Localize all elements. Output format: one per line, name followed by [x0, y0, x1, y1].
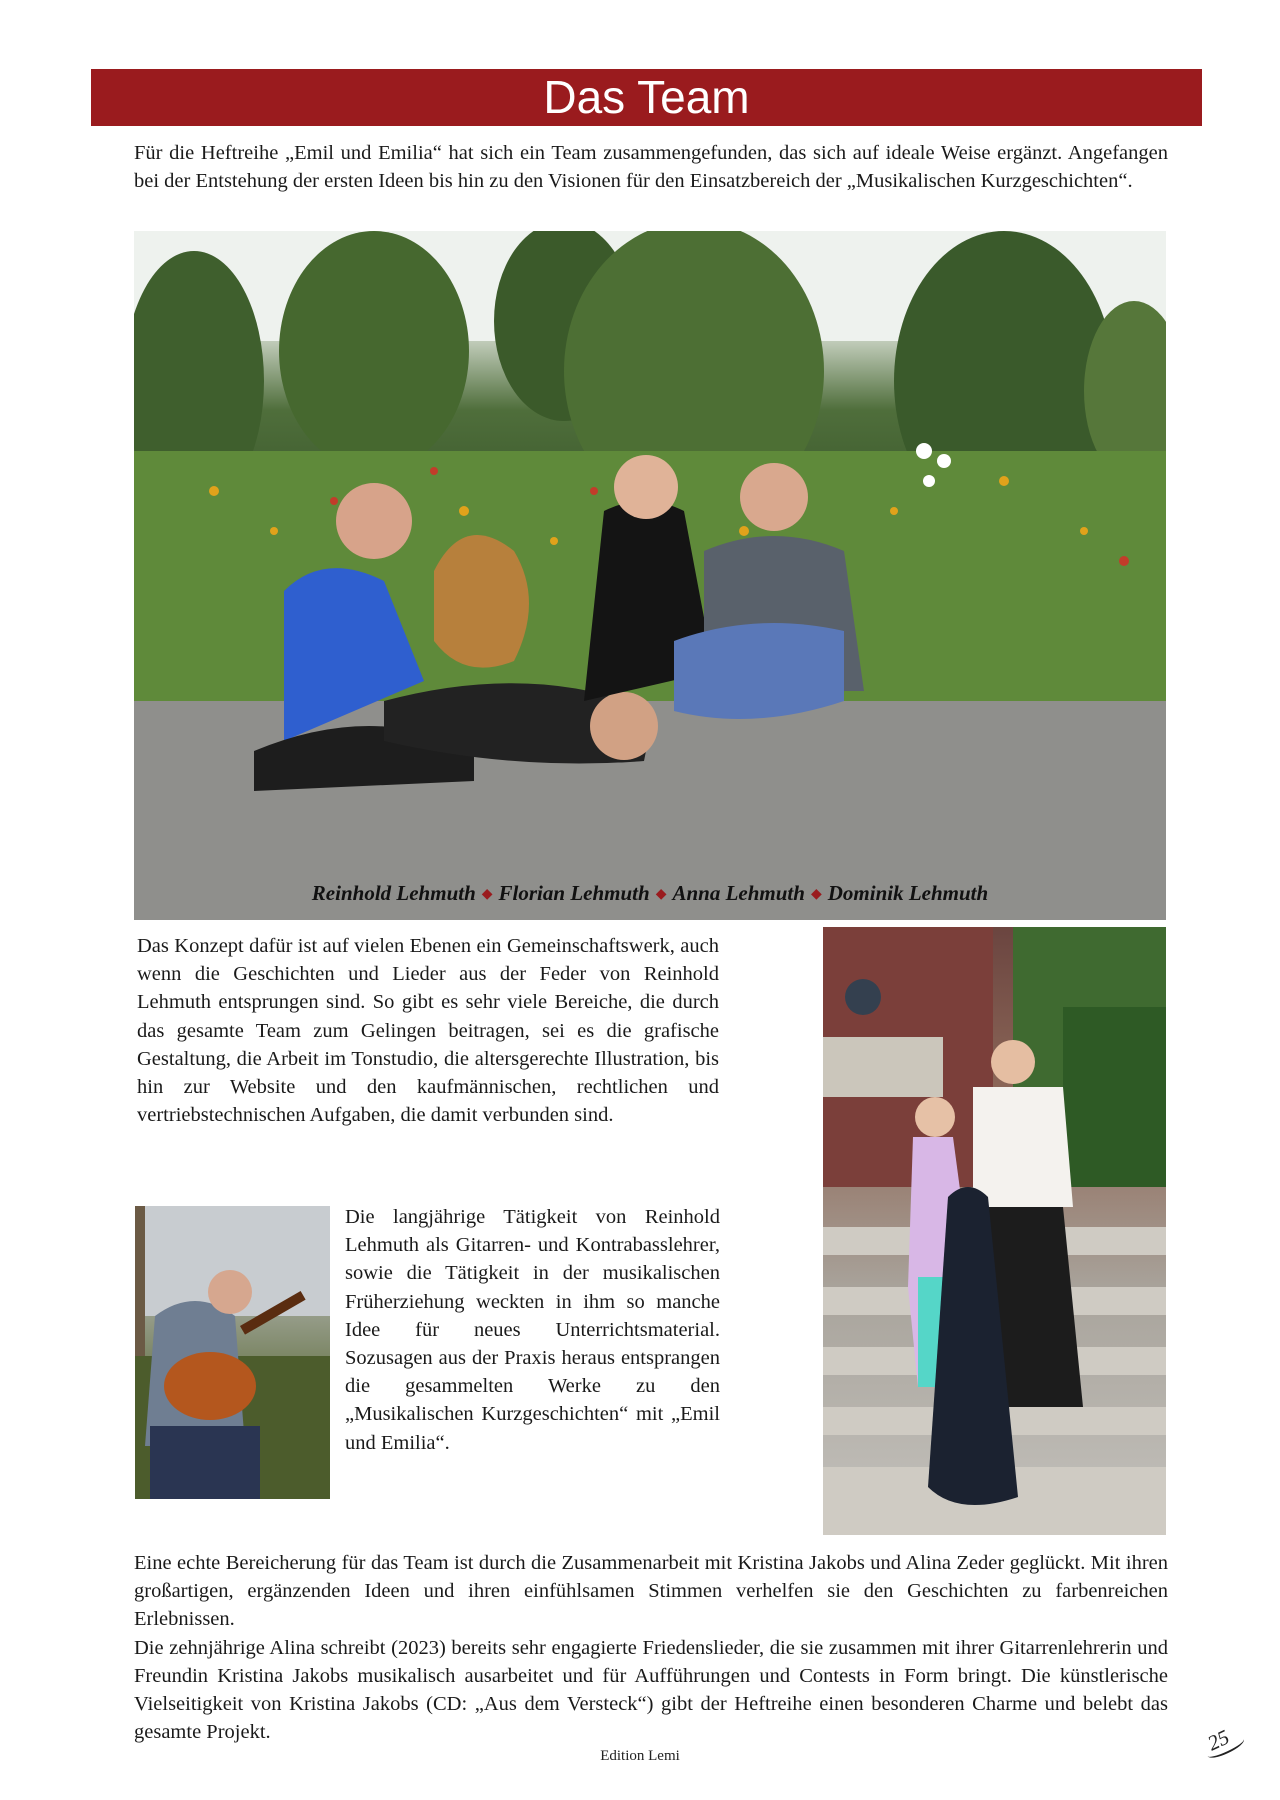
- concept-paragraph: Das Konzept dafür ist auf vielen Ebenen ein Gemeinschaftswerk, auch wenn die Geschichten und Lieder aus der Feder von Reinhold Lehmuth entsprungen sind. So gibt es sehr viele Bereiche, die durch das gesamte Team zum Gelingen beitragen, sei es die grafische Gestaltung, die Arbeit im Tonstudio, die altersgerechte Illustration, bis hin zur Website und den kaufmännischen, rechtlichen und vertriebstechnischen Aufgaben, die damit verbunden sind.: [137, 935, 719, 1127]
- caption-separator-icon: ◆: [481, 887, 493, 902]
- guitar-photo-illustration: [135, 1206, 330, 1499]
- caption-name-dominik: Dominik Lehmuth: [827, 881, 989, 905]
- team-photo: [134, 231, 1166, 920]
- enrichment-paragraph-2: Die zehnjährige Alina schreibt (2023) bereits sehr engagierte Friedenslieder, die sie zusammen mit ihrer Gitarrenlehrerin und Freundin Kristina Jakobs musikalisch ausarbeitet und für Aufführungen und Contests in Form bringt. Die künstlerische Vielseitigkeit von Kristina Jakobs (CD: „Aus dem Versteck“) gibt der Heftreihe einen besonderen Charme und belebt das gesamte Projekt.: [134, 1636, 1168, 1744]
- stairs-photo-illustration: [823, 927, 1166, 1535]
- page-number: [1204, 1725, 1234, 1757]
- page-number-text: 25: [1203, 1724, 1233, 1756]
- caption-separator-icon: ◆: [655, 887, 667, 902]
- footer-publisher: Edition Lemi: [600, 1748, 680, 1764]
- enrichment-section: [134, 1549, 1168, 1746]
- career-paragraph: Die langjährige Tätigkeit von Reinhold Lehmuth als Gitarren- und Kontrabasslehrer, sowie die Tätigkeit in der musikalischen Früherziehung weckten in ihm so manche Idee für neues Unterrichtsmaterial. Sozusagen aus der Praxis heraus entsprangen die gesammelten Werke zu den „Musikalischen Kurzgeschichten“ mit „Emil und Emilia“.: [345, 1206, 720, 1454]
- enrichment-paragraph-1: Eine echte Bereicherung für das Team ist durch die Zusammenarbeit mit Kristina Jakobs und Alina Zeder geglückt. Mit ihren großartigen, ergänzenden Ideen und ihren einfühlsamen Stimmen verhelfen sie den Geschichten zu farbenreichen Erlebnissen.: [134, 1552, 1168, 1631]
- team-photo-illustration: [134, 231, 1166, 920]
- caption-name-anna: Anna Lehmuth: [672, 881, 805, 905]
- page-title: Das Team: [543, 71, 750, 123]
- intro-paragraph: Für die Heftreihe „Emil und Emilia“ hat sich ein Team zusammengefunden, das sich auf ideale Weise ergänzt. Angefangen bei der Entstehung der ersten Ideen bis hin zu den Visionen für den Einsatzbereich der „Musikalischen Kurzgeschichten“.: [134, 142, 1168, 193]
- page-title-banner: [91, 69, 1202, 126]
- team-photo-caption: [134, 881, 1166, 906]
- caption-name-florian: Florian Lehmuth: [498, 881, 650, 905]
- guitar-photo: [135, 1206, 330, 1499]
- stairs-photo: [823, 927, 1166, 1535]
- caption-name-reinhold: Reinhold Lehmuth: [311, 881, 476, 905]
- caption-separator-icon: ◆: [810, 887, 822, 902]
